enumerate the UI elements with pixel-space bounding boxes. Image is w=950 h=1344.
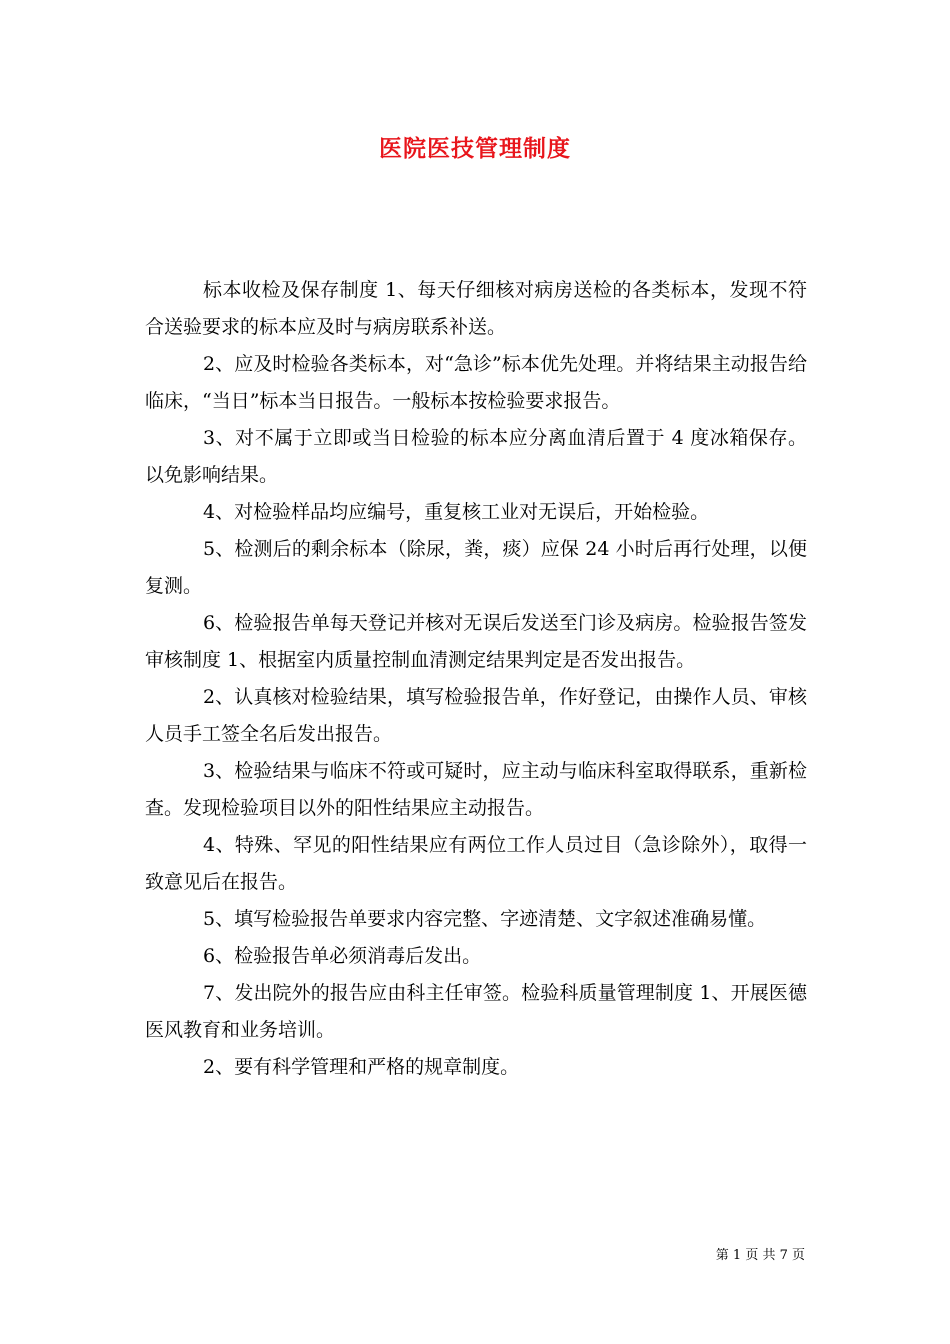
paragraph-6: 6、检验报告单每天登记并核对无误后发送至门诊及病房。检验报告签发审核制度 1、根据室内质量控制血清测定结果判定是否发出报告。 <box>145 612 807 671</box>
paragraph-9: 4、特殊、罕见的阳性结果应有两位工作人员过目（急诊除外），取得一致意见后在报告。 <box>145 834 807 893</box>
paragraph-5: 5、检测后的剩余标本（除尿，粪，痰）应保 24 小时后再行处理，以便复测。 <box>145 538 807 597</box>
paragraph-11: 6、检验报告单必须消毒后发出。 <box>203 945 482 967</box>
paragraph-10: 5、填写检验报告单要求内容完整、字迹清楚、文字叙述准确易懂。 <box>203 908 767 930</box>
paragraph-13: 2、要有科学管理和严格的规章制度。 <box>203 1056 520 1078</box>
page-number-label: 第 1 页 共 7 页 <box>715 1248 805 1263</box>
paragraph-7: 2、认真核对检验结果，填写检验报告单，作好登记，由操作人员、审核人员手工签全名后发出报告。 <box>145 686 807 745</box>
paragraph-3: 3、对不属于立即或当日检验的标本应分离血清后置于 4 度冰箱保存。以免影响结果。 <box>145 427 807 486</box>
document-title: 医院医技管理制度 <box>379 135 571 162</box>
paragraph-2: 2、应及时检验各类标本，对“急诊”标本优先处理。并将结果主动报告给临床，“当日”标本当日报告。一般标本按检验要求报告。 <box>145 353 807 412</box>
paragraph-1: 标本收检及保存制度 1、每天仔细核对病房送检的各类标本，发现不符合送验要求的标本应及时与病房联系补送。 <box>145 279 807 338</box>
document-body <box>145 272 807 1086</box>
paragraph-12: 7、发出院外的报告应由科主任审签。检验科质量管理制度 1、开展医德医风教育和业务培训。 <box>145 982 807 1041</box>
paragraph-4: 4、对检验样品均应编号，重复核工业对无误后，开始检验。 <box>203 501 710 523</box>
page-footer <box>716 1244 805 1263</box>
paragraph-8: 3、检验结果与临床不符或可疑时，应主动与临床科室取得联系，重新检查。发现检验项目以外的阳性结果应主动报告。 <box>145 760 807 819</box>
